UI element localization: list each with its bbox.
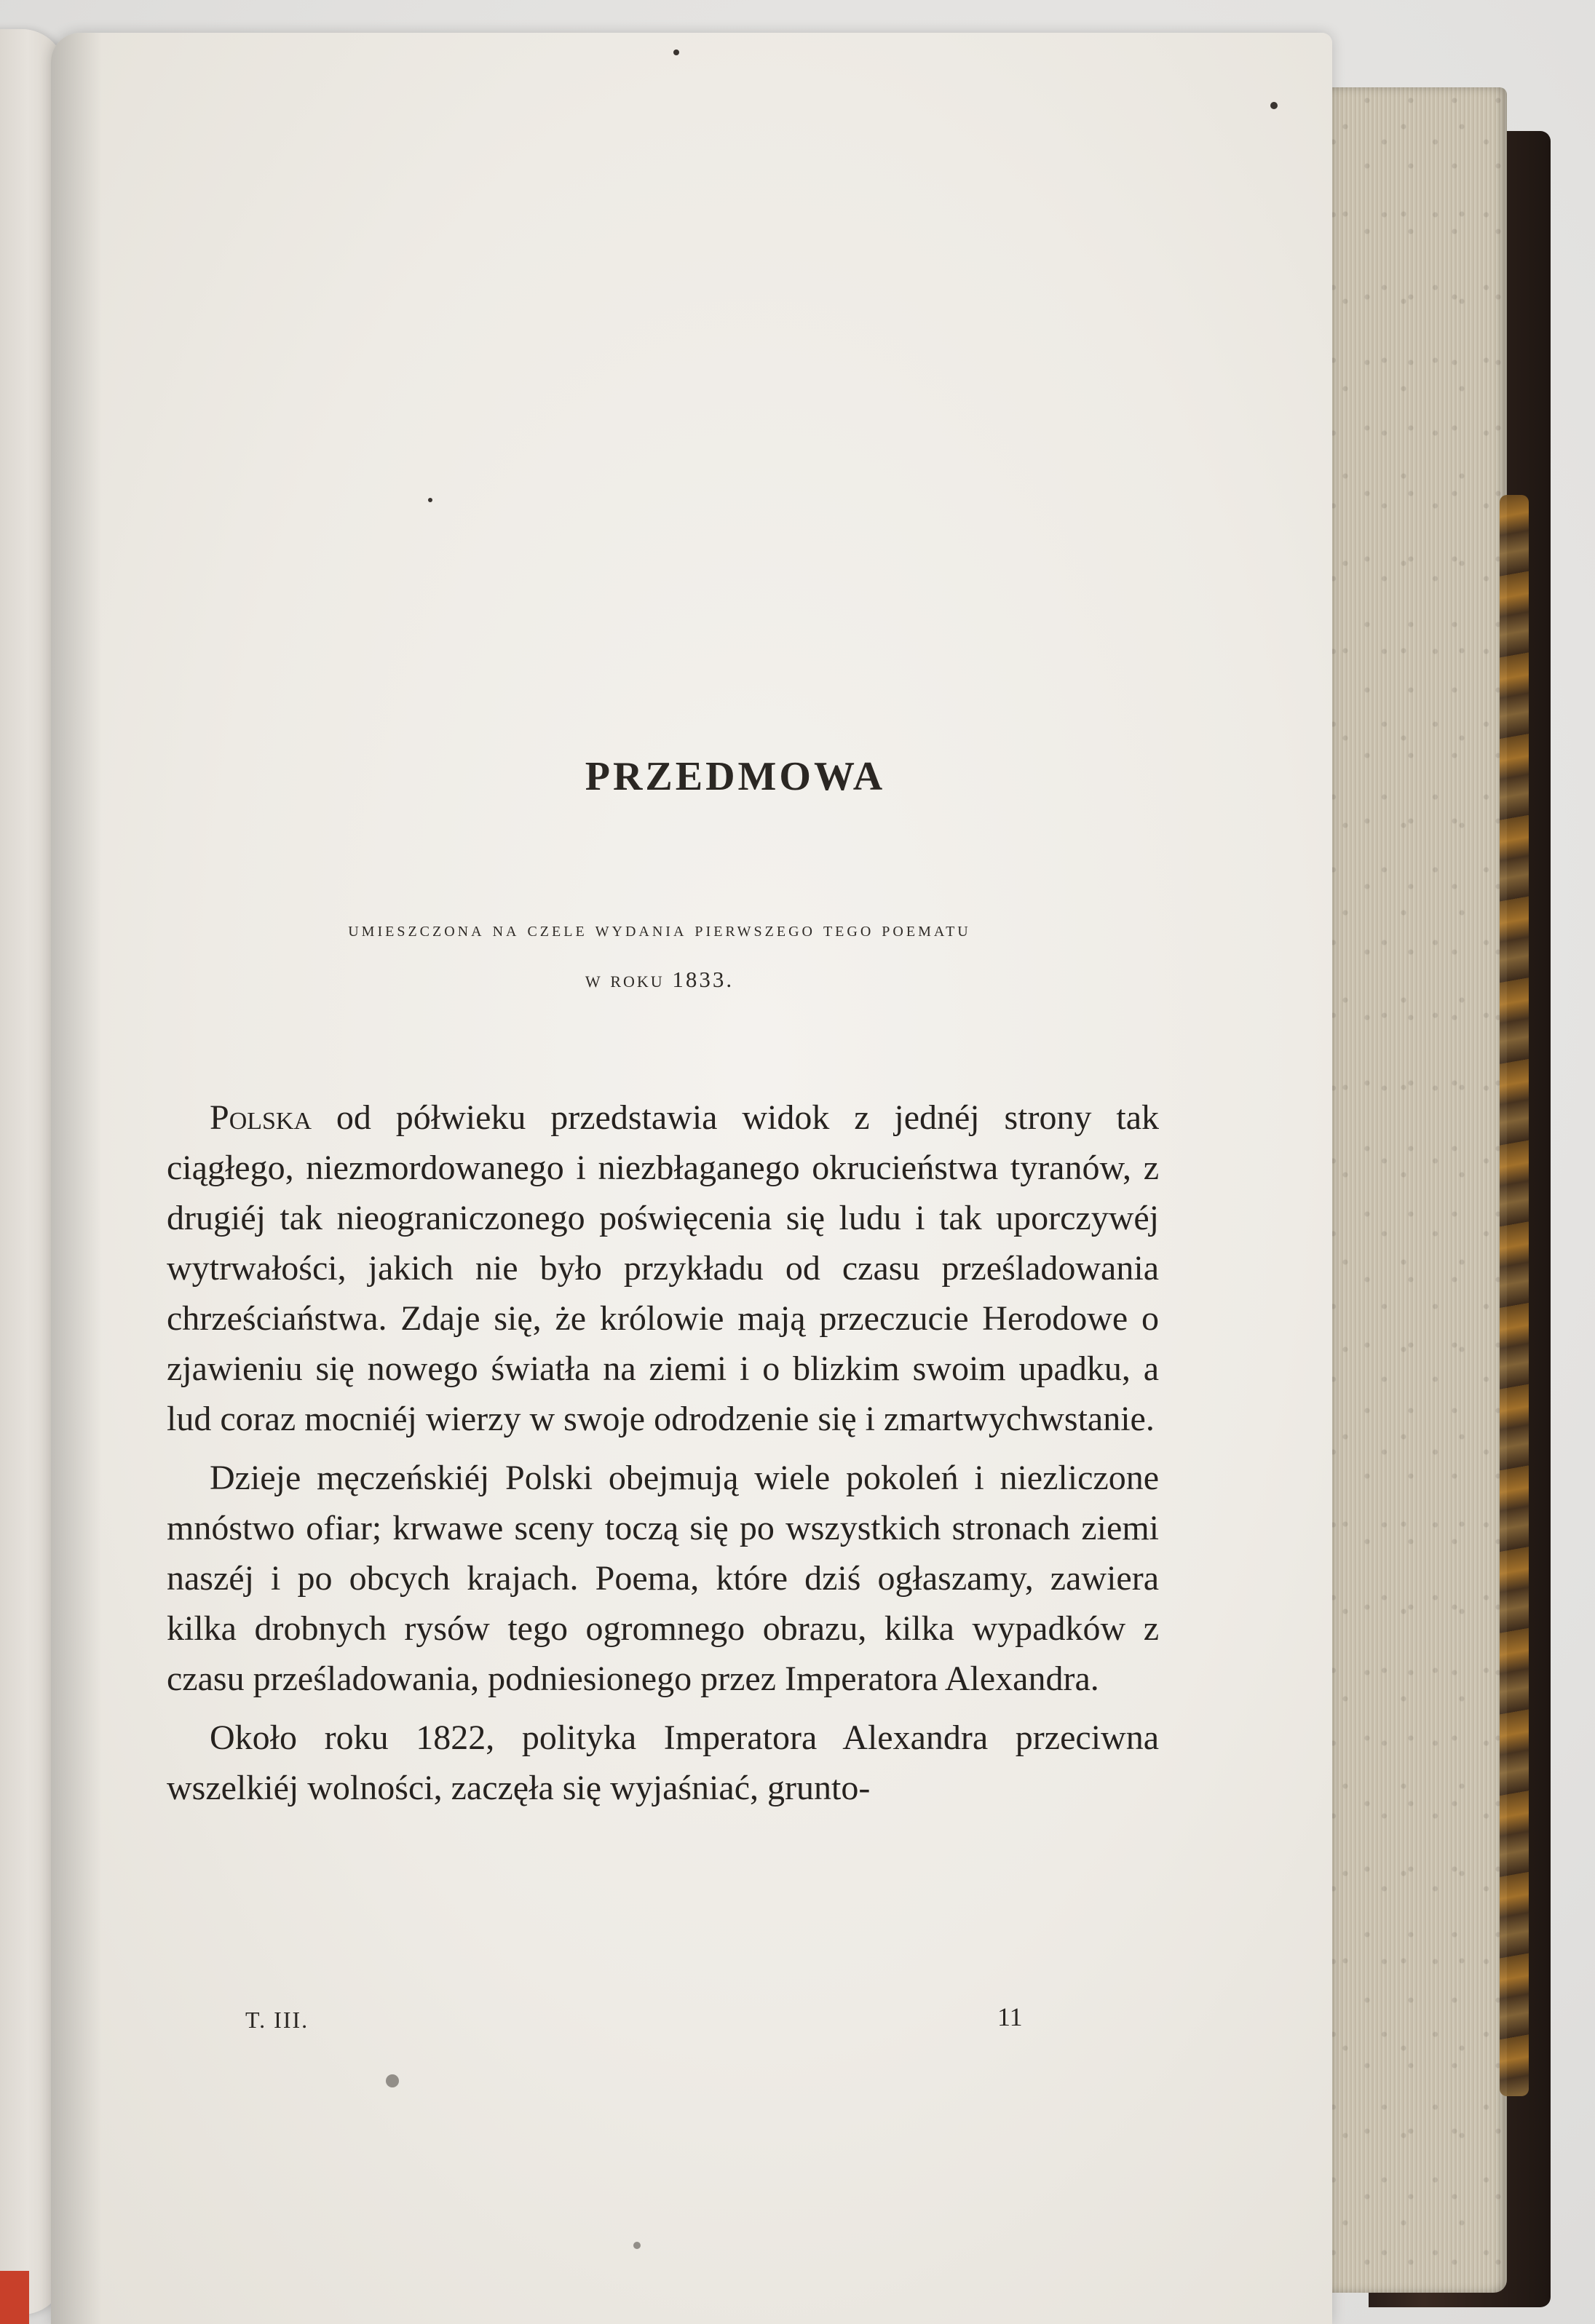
- paper-speck: [1270, 102, 1278, 109]
- left-cover-corner: [0, 2271, 29, 2324]
- paper-speck: [428, 498, 432, 502]
- paragraph-lead: Polska: [210, 1098, 312, 1137]
- paragraph: [167, 1453, 1159, 1704]
- paragraph: [167, 1092, 1159, 1444]
- footer-page-number: 11: [997, 2002, 1023, 2031]
- paragraph-text: Dzieje męczeńskiéj Polski obejmują wiele pokoleń i niezliczone mnóstwo ofiar; krwawe sceny toczą się po wszystkich stronach ziemi naszéj i po obcych krajach. Poema, które dziś ogłaszamy, zawiera kilka drobnych rysów tego ogromnego obrazu, kilka wypadków z czasu prześladowania, podniesionego przez Imperatora Alexandra.: [167, 1459, 1159, 1698]
- body-text: [167, 1092, 1159, 1813]
- paragraph: [167, 1713, 1159, 1813]
- paragraph-text: Około roku 1822, polityka Imperatora Alexandra przeciwna wszelkiéj wolności, zaczęła się wyjaśniać, grunto-: [167, 1718, 1159, 1807]
- footer-signature: T. III.: [245, 2007, 309, 2033]
- page-title: PRZEDMOWA: [585, 754, 886, 799]
- subtitle-line-2: w roku 1833.: [585, 967, 735, 992]
- page-block-edges: [1310, 87, 1507, 2293]
- paper-speck: [386, 2074, 399, 2087]
- paragraph-text: od półwieku przedstawia widok z jednéj strony tak ciągłego, niezmordowanego i niezbłaganego okrucieństwa tyranów, z drugiéj tak nieograniczonego poświęcenia się ludu i tak uporczywéj wytrwałości, jakich nie było przykładu od czasu prześladowania chrześciaństwa. Zdaje się, że królowie mają przeczucie Herodowe o zjawieniu się nowego światła na ziemi i o blizkim swoim upadku, a lud coraz mocniéj wierzy w swoje odrodzenie się i zmartwychwstanie.: [167, 1098, 1159, 1438]
- page-content: [51, 33, 1332, 2324]
- paper-speck: [633, 2242, 641, 2249]
- subtitle-line-1: umieszczona na czele wydania pierwszego tego poematu: [348, 919, 971, 941]
- paper-speck: [673, 49, 679, 55]
- marbled-cover-edge: [1500, 495, 1529, 2096]
